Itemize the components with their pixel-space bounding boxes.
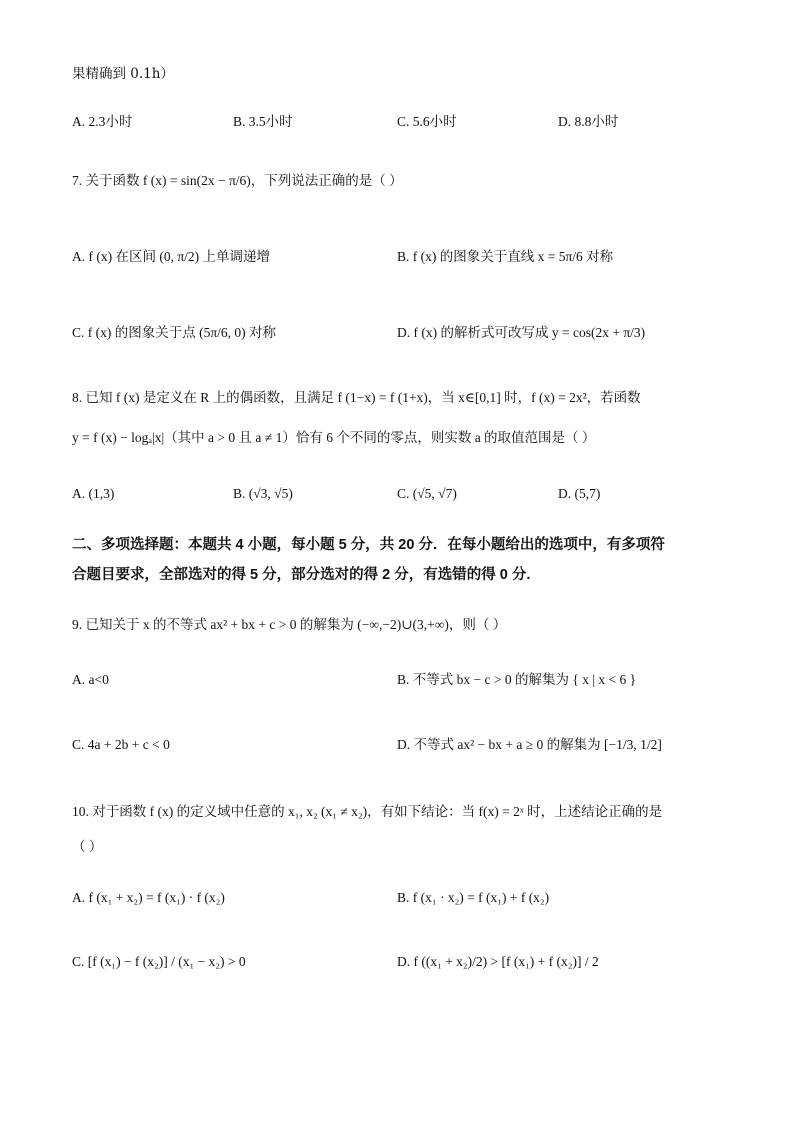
q7-option-c: C. f (x) 的图象关于点 (5π/6, 0) 对称 [72,325,277,340]
q6-option-a: A. 2.3小时 [72,114,133,129]
section-2-line1: 二、多项选择题：本题共 4 小题，每小题 5 分，共 20 分．在每小题给出的选项中，有多项符 [72,537,665,553]
q10-option-d: D. f ((x₁ + x₂)/2) > [f (x₁) + f (x₂)] / 2 [397,954,599,969]
q7-stem: 7. 关于函数 f (x) = sin(2x − π/6)，下列说法正确的是（ ） [72,173,403,188]
q8-stem-line2: y = f (x) − logₐ|x|（其中 a > 0 且 a ≠ 1）恰有 6 个不同的零点，则实数 a 的取值范围是（ ） [72,430,596,445]
intro-line: 果精确到 0.1h） [72,66,174,82]
q9-option-c: C. 4a + 2b + c < 0 [72,737,170,752]
q6-option-b: B. 3.5小时 [233,114,293,129]
q6-option-d: D. 8.8小时 [558,114,619,129]
q10-stem-line2: （ ） [72,839,103,854]
q10-stem-line1: 10. 对于函数 f (x) 的定义域中任意的 x₁, x₂ (x₁ ≠ x₂)，有如下结论：当 f(x) = 2ˣ 时，上述结论正确的是 [72,804,663,819]
q10-option-a: A. f (x₁ + x₂) = f (x₁) · f (x₂) [72,890,225,905]
q9-option-b: B. 不等式 bx − c > 0 的解集为 { x | x < 6 } [397,672,637,687]
q10-option-b: B. f (x₁ · x₂) = f (x₁) + f (x₂) [397,890,550,905]
q7-option-b: B. f (x) 的图象关于直线 x = 5π/6 对称 [397,249,614,264]
q7-option-d: D. f (x) 的解析式可改写成 y = cos(2x + π/3) [397,325,646,340]
q8-option-a: A. (1,3) [72,486,115,501]
section-2-line2: 合题目要求，全部选对的得 5 分，部分选对的得 2 分，有选错的得 0 分. [72,567,531,583]
q6-option-c: C. 5.6小时 [397,114,457,129]
q8-option-b: B. (√3, √5) [233,486,293,501]
q10-option-c: C. [f (x₁) − f (x₂)] / (x₁ − x₂) > 0 [72,954,246,969]
q7-option-a: A. f (x) 在区间 (0, π/2) 上单调递增 [72,249,271,264]
q8-stem-line1: 8. 已知 f (x) 是定义在 R 上的偶函数，且满足 f (1−x) = f (1+x)，当 x∈[0,1] 时，f (x) = 2x²，若函数 [72,390,641,405]
q8-option-d: D. (5,7) [558,486,601,501]
q9-option-d: D. 不等式 ax² − bx + a ≥ 0 的解集为 [−1/3, 1/2] [397,737,662,752]
q9-option-a: A. a<0 [72,672,109,687]
q8-option-c: C. (√5, √7) [397,486,457,501]
q9-stem: 9. 已知关于 x 的不等式 ax² + bx + c > 0 的解集为 (−∞,−2)∪(3,+∞)，则（ ） [72,617,507,632]
